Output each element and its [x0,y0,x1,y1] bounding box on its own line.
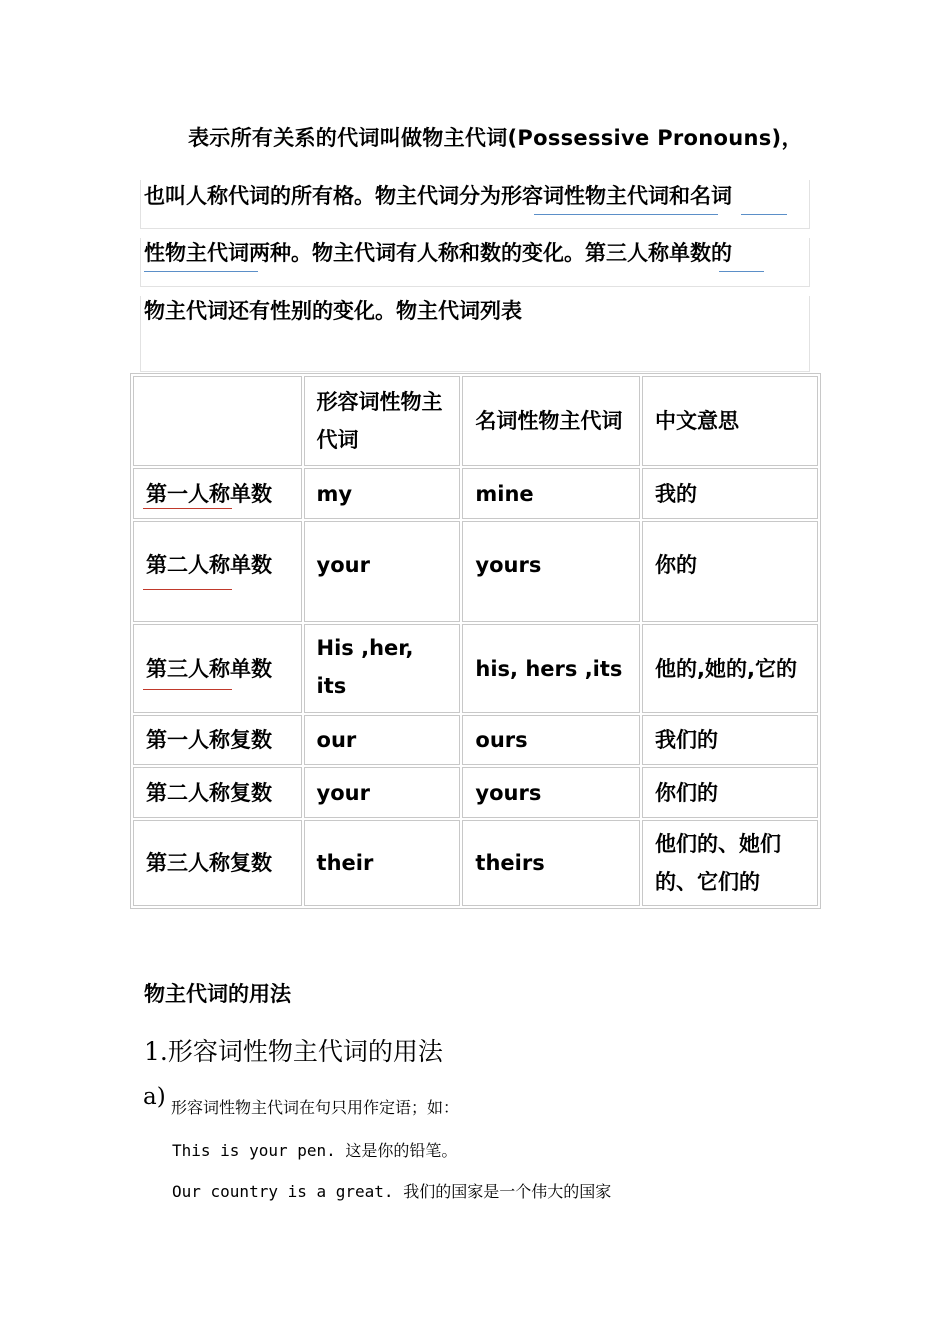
example-chinese: 我们的国家是一个伟大的国家 [403,1182,612,1201]
header-cell-text: 形容词性物主代词 [316,390,443,452]
example-chinese: 这是你的铅笔。 [345,1141,458,1160]
spell-underline [534,214,718,215]
section-title: 物主代词的用法 [144,982,291,1006]
meaning-cell: 你的 [642,521,818,622]
person-cell: 第二人称复数 [133,767,302,818]
intro-line-1: 表示所有关系的代词叫做物主代词(Possessive Pronouns)， [188,126,803,150]
meaning-cell: 我们的 [642,715,818,765]
person-cell: 第二人称单数 [133,521,302,622]
person-cell: 第三人称单数 [133,624,302,713]
intro-line-4: 物主代词还有性别的变化。物主代词列表 [144,299,522,323]
meaning-cell: 他们的、她们的、它们的 [642,820,818,906]
header-cell: 中文意思 [642,376,818,466]
sub-item-text: 形容词性物主代词在句只用作定语；如： [171,1098,460,1117]
spell-underline [741,214,787,215]
person-cell: 第三人称复数 [133,820,302,906]
table-row [133,767,818,818]
person-cell: 第一人称单数 [133,468,302,519]
adjective-cell: their [304,820,461,906]
noun-cell: mine [462,468,640,519]
spell-underline [143,589,232,590]
numbered-heading: 1.形容词性物主代词的用法 [144,1037,443,1066]
spell-underline [143,689,232,690]
example-english: This is your pen. [172,1141,336,1160]
table-row [133,468,818,519]
table-row [133,624,818,713]
header-cell [462,376,640,466]
example-english: Our country is a great. [172,1182,394,1201]
table-row [133,820,818,906]
noun-cell: his, hers ,its [462,624,640,713]
adjective-cell: His ,her, its [304,624,461,713]
table-row [133,521,818,622]
table-header-row [133,376,818,466]
adjective-cell: your [304,521,461,622]
person-cell: 第一人称复数 [133,715,302,765]
spell-underline [144,271,258,272]
header-cell [133,376,302,466]
spell-underline [143,508,232,509]
intro-line-3: 性物主代词两种。物主代词有人称和数的变化。第三人称单数的 [144,241,732,265]
noun-cell: yours [462,521,640,622]
spell-underline [719,271,764,272]
noun-cell: ours [462,715,640,765]
header-cell [304,376,461,466]
pronoun-table [130,373,821,909]
example-sentence [172,1138,457,1161]
adjective-cell: your [304,767,461,818]
noun-cell: theirs [462,820,640,906]
intro-line-2: 也叫人称代词的所有格。物主代词分为形容词性物主代词和名词 [144,184,732,208]
noun-cell: yours [462,767,640,818]
example-sentence [172,1179,611,1202]
adjective-cell: my [304,468,461,519]
meaning-cell: 他的,她的,它的 [642,624,818,713]
adjective-cell: our [304,715,461,765]
meaning-cell: 我的 [642,468,818,519]
table-row [133,715,818,765]
header-cell-text: 名词性物主代词 [475,409,623,433]
sub-item-marker: a) [143,1084,166,1110]
meaning-cell: 你们的 [642,767,818,818]
